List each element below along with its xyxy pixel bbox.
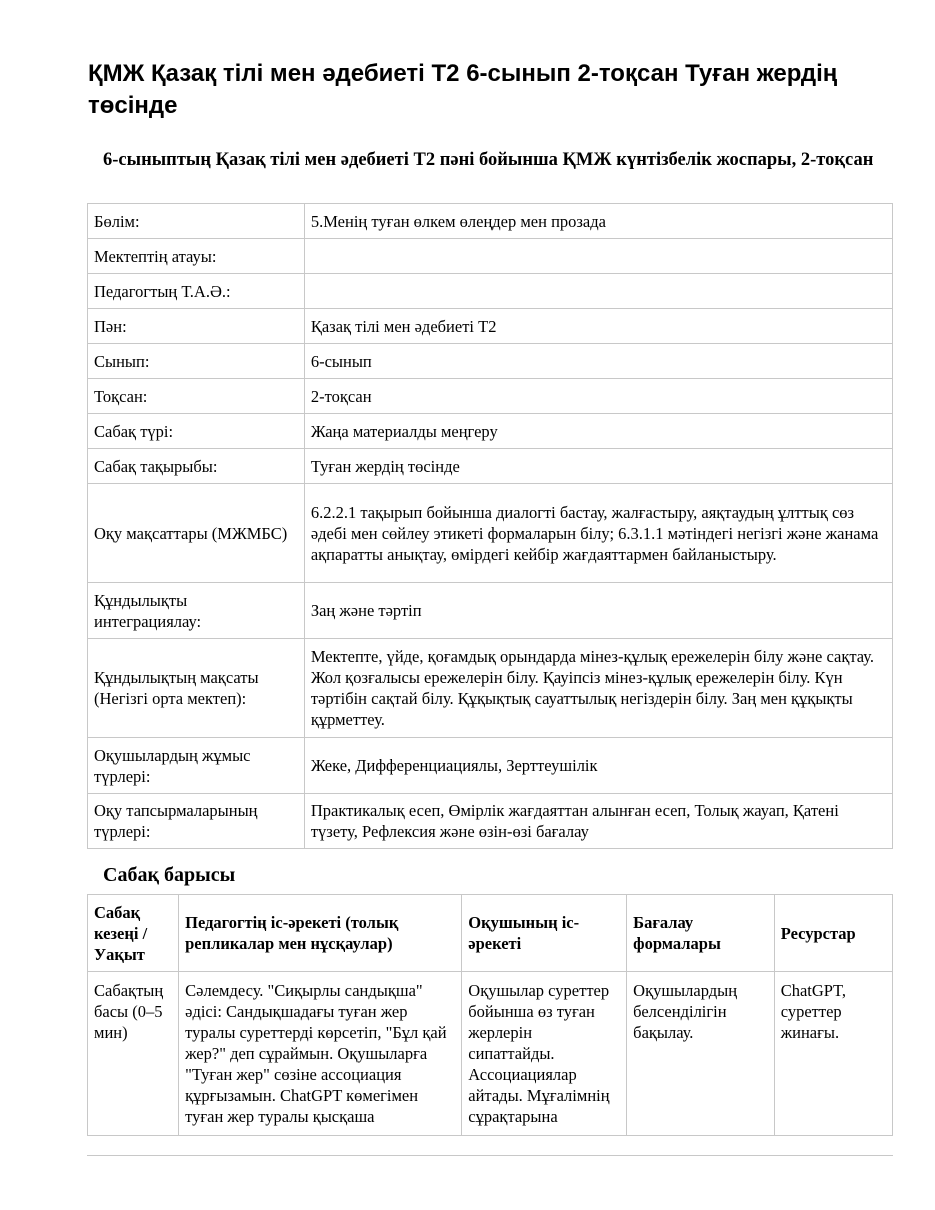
info-value: Туған жердің төсінде [304,449,892,484]
info-value: 2-тоқсан [304,379,892,414]
info-row [88,379,893,414]
info-row [88,794,893,849]
info-label: Тоқсан: [88,379,305,414]
lesson-progress-table [87,894,893,1136]
info-label: Пән: [88,309,305,344]
info-value [304,274,892,309]
lesson-section-heading: Сабақ барысы [103,864,236,886]
info-row [88,639,893,738]
column-header-resources: Ресурстар [774,895,892,972]
info-value [304,239,892,274]
info-value: Жеке, Дифференциациялы, Зерттеушілік [304,738,892,794]
info-label: Сабақ тақырыбы: [88,449,305,484]
info-row [88,449,893,484]
info-row [88,484,893,583]
info-value: 6-сынып [304,344,892,379]
info-value: Практикалық есеп, Өмірлік жағдаяттан алынған есеп, Толық жауап, Қатені түзету, Рефлексия және өзін-өзі бағалау [304,794,892,849]
info-value: Қазақ тілі мен әдебиеті Т2 [304,309,892,344]
info-label: Бөлім: [88,204,305,239]
info-label: Оқушылардың жұмыс түрлері: [88,738,305,794]
info-label: Оқу мақсаттары (МЖМБС) [88,484,305,583]
plan-heading: 6-сыныптың Қазақ тілі мен әдебиеті Т2 пәні бойынша ҚМЖ күнтізбелік жоспары, 2-тоқсан [103,150,874,170]
lesson-row [88,972,893,1136]
lesson-table-container [87,894,893,1156]
info-label: Құндылықты интеграциялау: [88,583,305,639]
info-row [88,274,893,309]
info-row [88,204,893,239]
lesson-cell-assessment: Оқушылардың белсенділігін бақылау. [627,972,775,1136]
info-row [88,239,893,274]
lesson-cell-student-activity: Оқушылар суреттер бойынша өз туған жерлерін сипаттайды. Ассоциациялар айтады. Мұғалімнің сұрақтарына [462,972,627,1136]
info-label: Құндылықтың мақсаты (Негізгі орта мектеп): [88,639,305,738]
info-label: Сынып: [88,344,305,379]
lesson-header-row [88,895,893,972]
info-value: 6.2.2.1 тақырып бойынша диалогті бастау, жалғастыру, аяқтаудың ұлттық сөз әдебі мен сөйлеу этикеті формаларын білу; 6.3.1.1 мәтіндегі негізгі және жанама ақпаратты анықтау, өмірдегі кейбір жағдаяттармен байланыстыру. [304,484,892,583]
document-title: ҚМЖ Қазақ тілі мен әдебиеті Т2 6-сынып 2-тоқсан Туған жердің төсінде [88,60,838,119]
info-label: Оқу тапсырмаларының түрлері: [88,794,305,849]
info-value: Жаңа материалды меңгеру [304,414,892,449]
info-value: Мектепте, үйде, қоғамдық орындарда мінез-құлық ережелерін білу және сақтау. Жол қозғалысы ережелерін білу. Қауіпсіз мінез-құлық ережелерін білу. Күн тәртібін сақтай білу. Құқықтық сауаттылық негіздерін білу. Заң мен құқықты құрметтеу. [304,639,892,738]
info-row [88,738,893,794]
info-row [88,583,893,639]
column-header-teacher-activity: Педагогтің іс-әрекеті (толық репликалар мен нұсқаулар) [179,895,462,972]
info-label: Мектептің атауы: [88,239,305,274]
info-label: Педагогтың Т.А.Ә.: [88,274,305,309]
info-row [88,414,893,449]
column-header-student-activity: Оқушының іс-әрекеті [462,895,627,972]
info-value: Заң және тәртіп [304,583,892,639]
info-value: 5.Менің туған өлкем өлеңдер мен прозада [304,204,892,239]
info-label: Сабақ түрі: [88,414,305,449]
lesson-info-table [87,203,893,849]
lesson-cell-teacher-activity: Сәлемдесу. "Сиқырлы сандықша" әдісі: Сандықшадағы туған жер туралы суреттерді көрсетіп, "Бұл қай жер?" деп сұраймын. Оқушыларға "Туған жер" сөзіне ассоциация құрғызамын. ChatGPT көмегімен туған жер туралы қысқаша [179,972,462,1136]
lesson-cell-resources: ChatGPT, суреттер жинағы. [774,972,892,1136]
info-row [88,344,893,379]
lesson-cell-stage: Сабақтың басы (0–5 мин) [88,972,179,1136]
info-row [88,309,893,344]
column-header-stage: Сабақ кезеңі / Уақыт [88,895,179,972]
column-header-assessment: Бағалау формалары [627,895,775,972]
